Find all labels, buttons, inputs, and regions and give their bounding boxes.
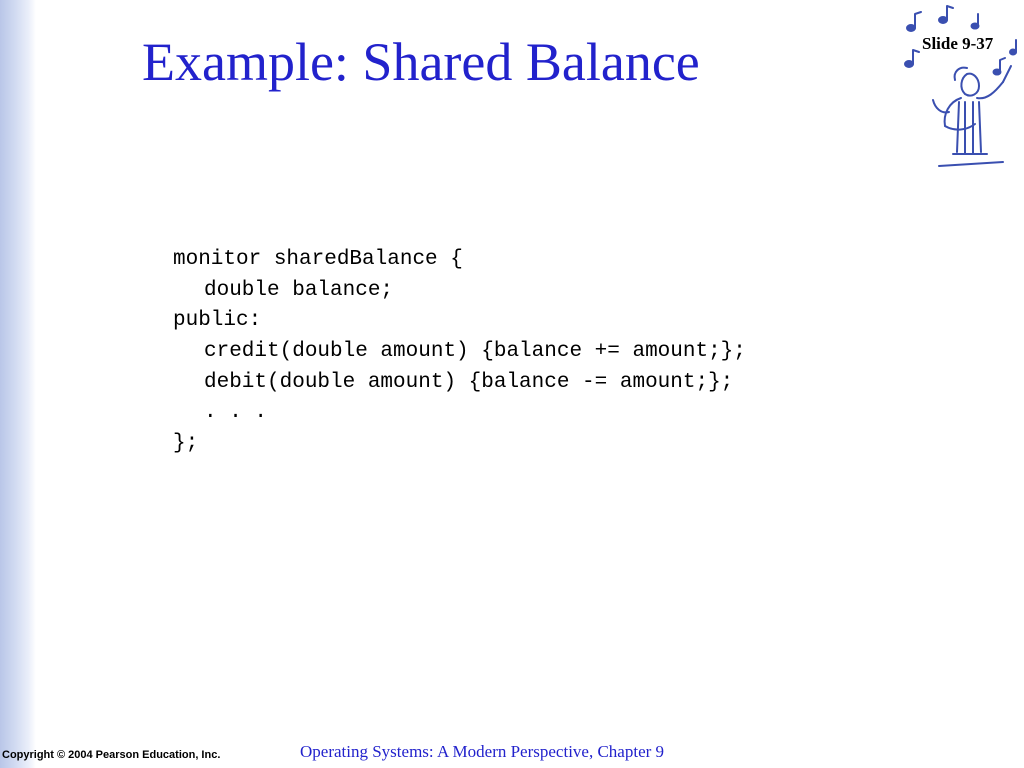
code-line: double balance;	[204, 278, 394, 302]
music-note-icon	[994, 58, 1006, 75]
conductor-with-music-notes-icon	[895, 2, 1024, 174]
slide-number: Slide 9-37	[922, 34, 994, 53]
code-block	[173, 245, 746, 460]
music-note-icon	[905, 50, 919, 67]
music-note-icon	[939, 6, 953, 23]
footer-course-title: Operating Systems: A Modern Perspective, Chapter 9	[300, 742, 665, 761]
code-line: };	[173, 432, 199, 456]
code-line: monitor sharedBalance {	[173, 248, 463, 271]
copyright-notice: Copyright © 2004 Pearson Education, Inc.	[2, 749, 221, 761]
code-line: credit(double amount) {balance += amount;};	[204, 340, 746, 364]
music-note-icon	[1010, 40, 1016, 55]
slide-title: Example: Shared Balance	[142, 32, 700, 92]
music-note-icon	[972, 14, 979, 29]
conductor-figure	[933, 66, 1011, 166]
code-line: debit(double amount) {balance -= amount;};	[204, 370, 734, 394]
left-accent-bar	[0, 0, 36, 768]
music-note-icon	[907, 12, 921, 31]
code-line: public:	[173, 309, 262, 333]
code-line: . . .	[204, 401, 268, 425]
